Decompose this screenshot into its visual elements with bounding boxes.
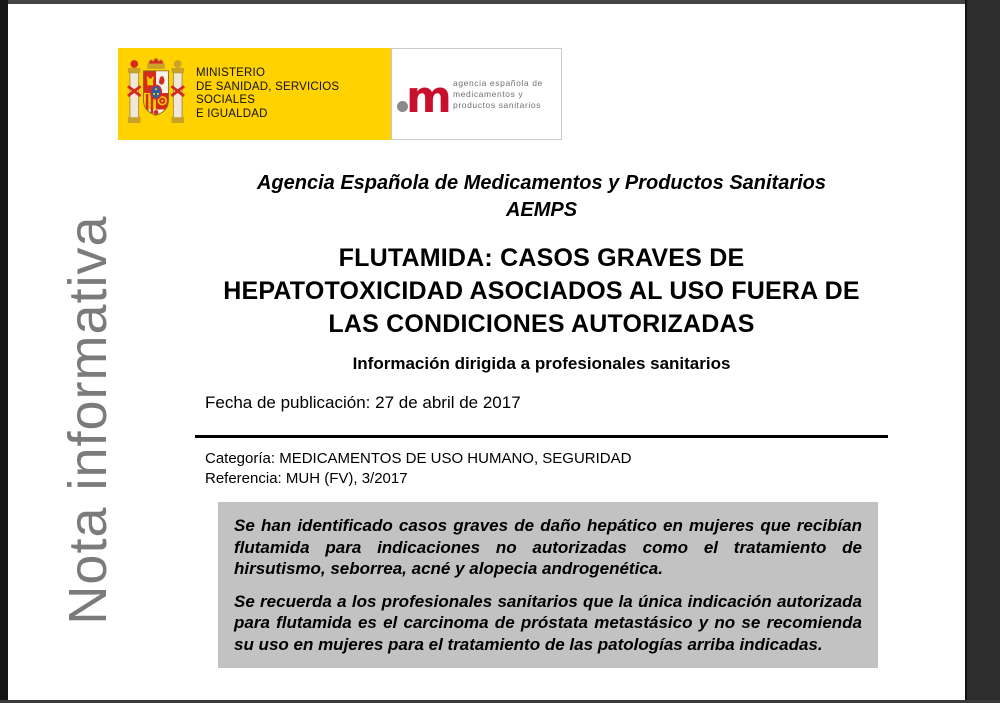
ministry-name-line1: MINISTERIO xyxy=(196,67,266,79)
aemps-wordmark-line2: medicamentos y xyxy=(453,88,524,99)
highlight-paragraph-2: Se recuerda a los profesionales sanitarios que la única indicación autorizada para flutamida es el carcinoma de próstata metastásico y no se recomienda su uso en mujeres para el tratamiento de las patologías arriba indicadas. xyxy=(234,591,862,654)
horizontal-rule xyxy=(195,435,888,438)
agency-title xyxy=(195,170,888,224)
window-edge-left xyxy=(0,0,8,703)
agency-title-line: Agencia Española de Medicamentos y Productos Sanitarios xyxy=(256,172,827,194)
ministry-name-line3: E IGUALDAD xyxy=(196,107,268,120)
vertical-note-label: Nota informativa xyxy=(58,215,118,625)
highlight-paragraph-1: Se han identificado casos graves de daño hepático en mujeres que recibían flutamida para indicaciones no autorizadas como el tratamiento de hirsutismo, seborrea, acné y alopecia androgenética. xyxy=(234,516,862,578)
spain-coat-of-arms-icon xyxy=(127,55,185,133)
note-heading-line2: HEPATOTOXICIDAD ASOCIADOS AL USO FUERA DE xyxy=(223,277,860,305)
aemps-wordmark-line1: agencia española de xyxy=(453,77,543,88)
aemps-m-glyph: m xyxy=(406,72,452,123)
reference-line: Referencia: MUH (FV), 3/2017 xyxy=(205,469,408,487)
note-heading xyxy=(195,242,888,341)
window-edge-right xyxy=(965,0,1000,703)
note-subtitle: Información dirigida a profesionales sanitarios xyxy=(352,354,731,373)
note-metadata xyxy=(205,449,888,488)
ministry-name-line2: DE SANIDAD, SERVICIOS SOCIALES xyxy=(196,80,340,106)
note-heading-line1: FLUTAMIDA: CASOS GRAVES DE xyxy=(338,244,745,272)
aemps-wordmark-line3: productos sanitarios xyxy=(453,99,542,110)
document-body xyxy=(195,0,888,668)
category-line: Categoría: MEDICAMENTOS DE USO HUMANO, SEGURIDAD xyxy=(205,450,632,467)
highlight-box xyxy=(218,502,878,668)
agency-acronym: AEMPS xyxy=(505,199,578,221)
publication-date: Fecha de publicación: 27 de abril de 2017 xyxy=(205,393,521,412)
note-heading-line3: LAS CONDICIONES AUTORIZADAS xyxy=(328,310,755,338)
